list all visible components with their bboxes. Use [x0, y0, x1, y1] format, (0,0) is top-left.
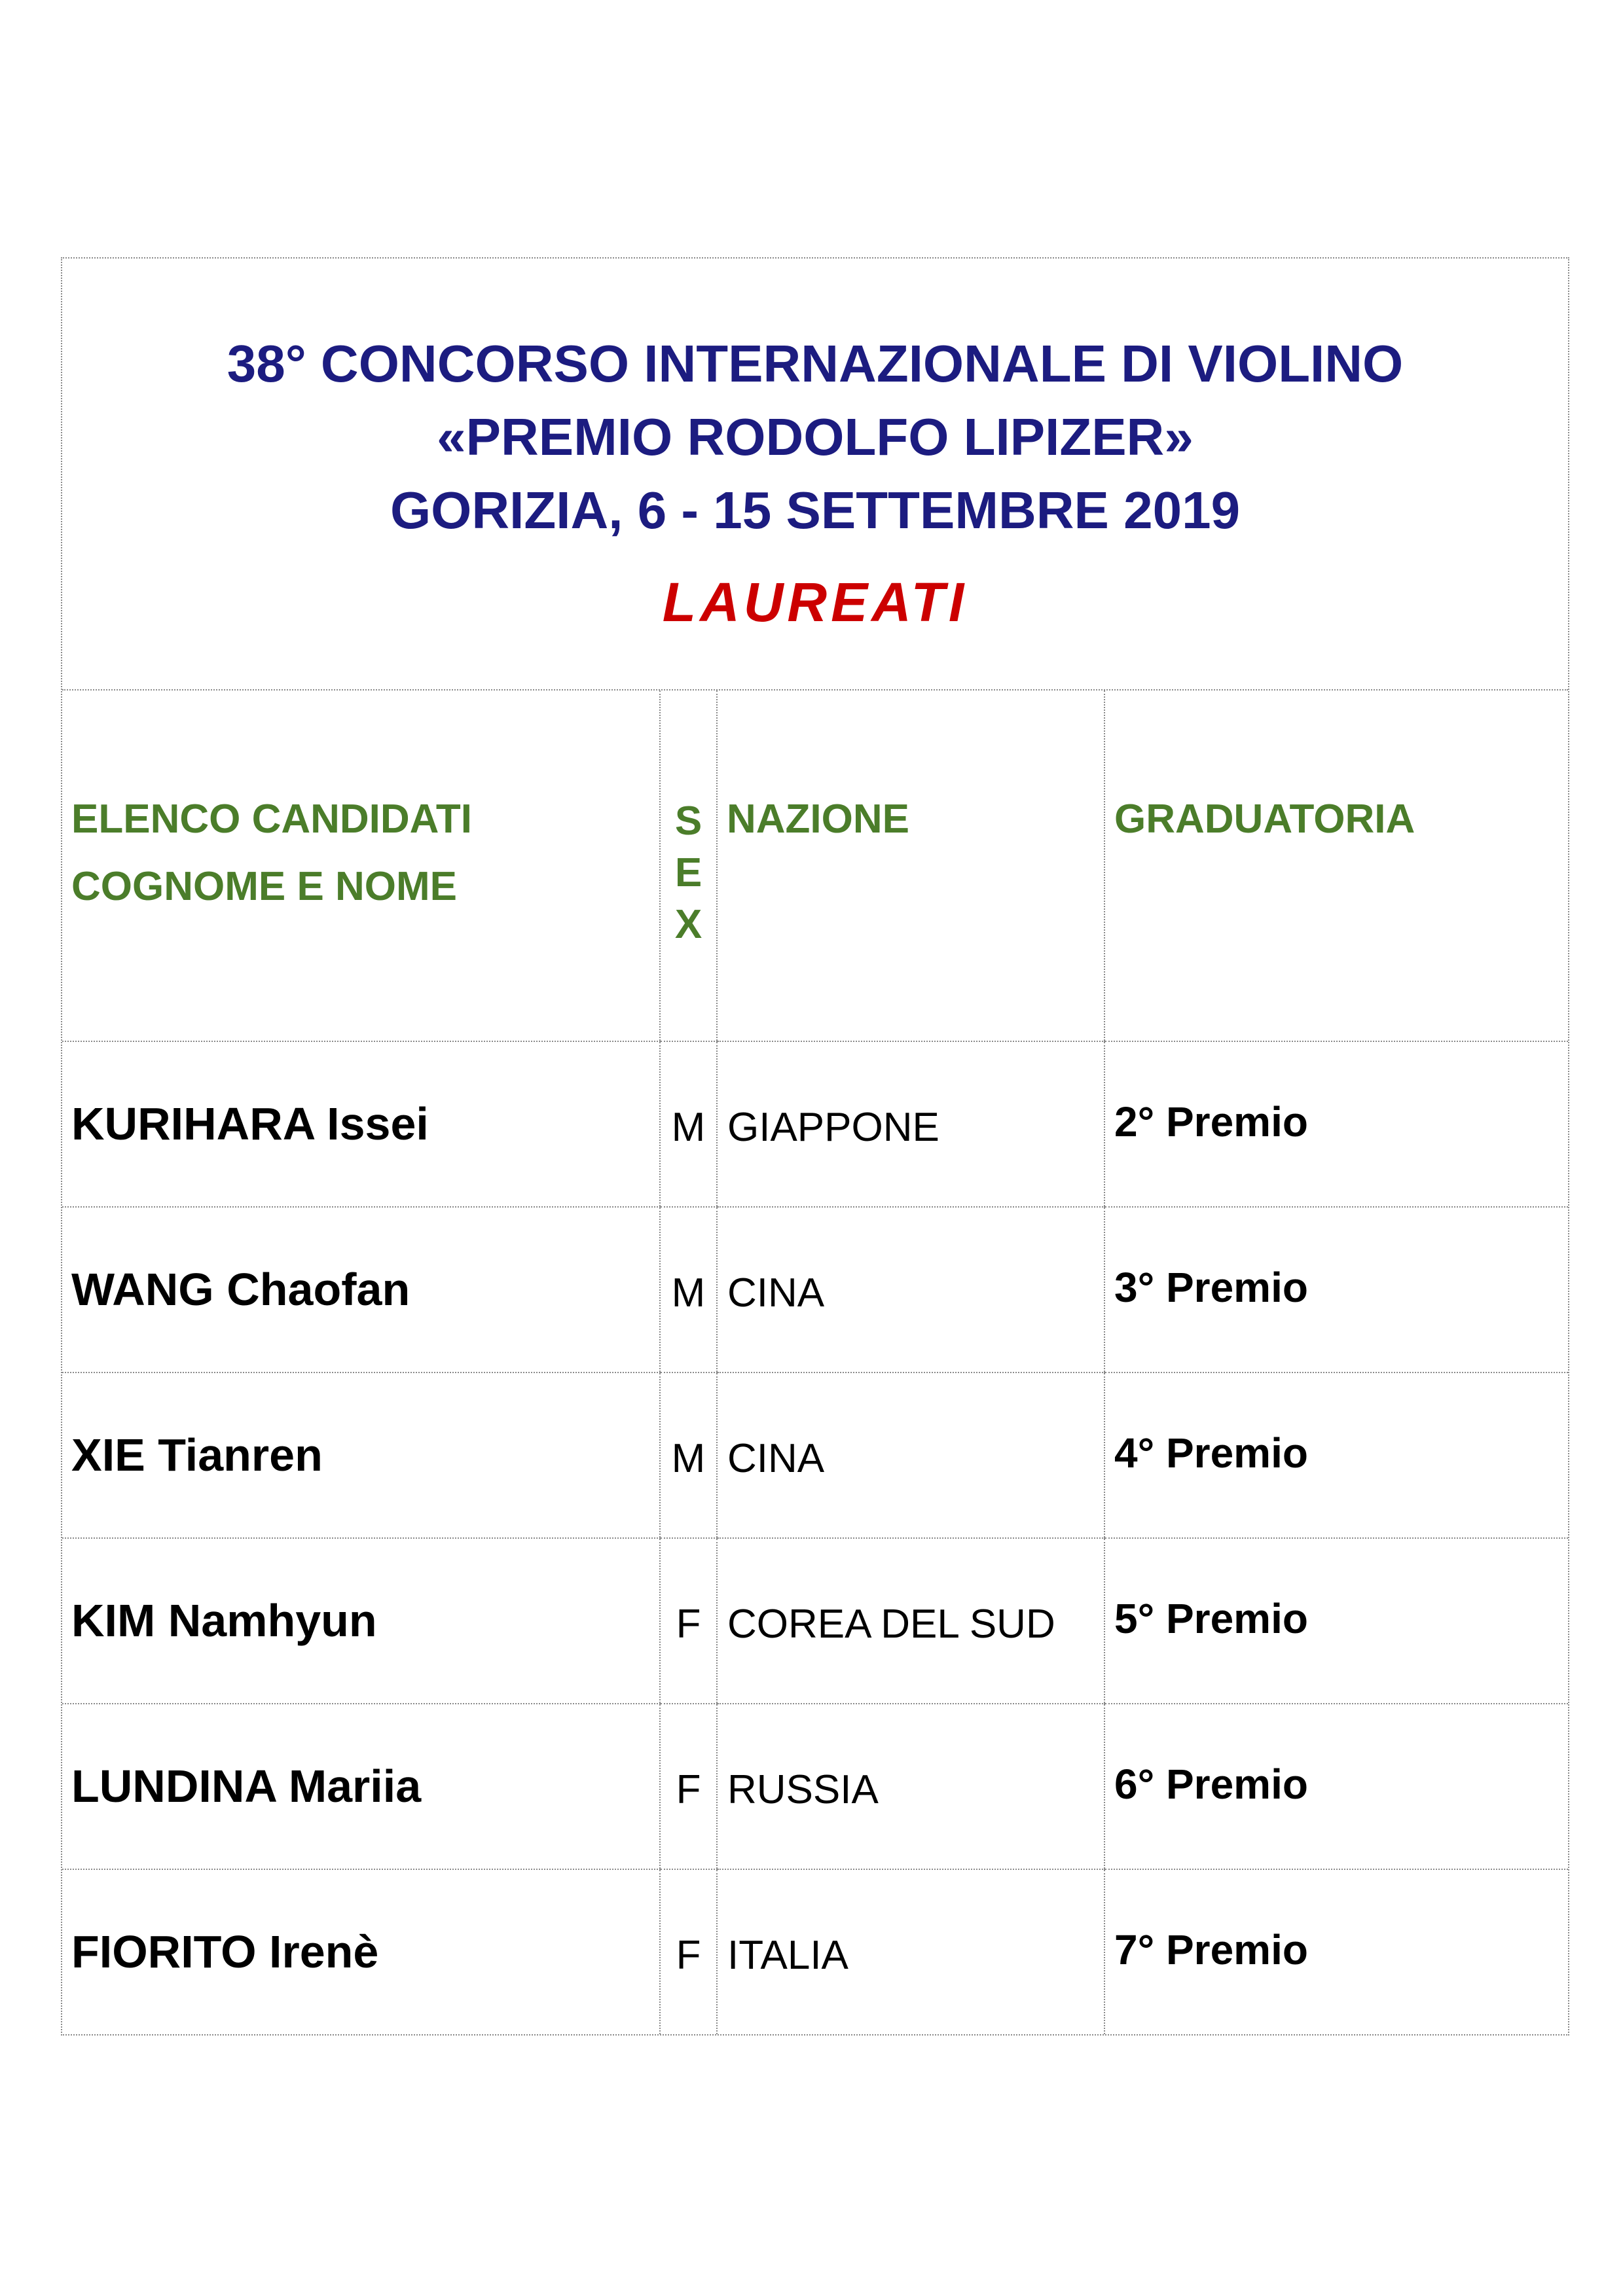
column-header-nation: NAZIONE [727, 797, 909, 842]
header-cell-nation [717, 691, 1104, 1041]
candidate-rank: 2° Premio [1114, 1098, 1308, 1145]
table-header-row [62, 691, 1568, 1041]
candidate-sex: F [676, 1933, 701, 1978]
competition-title: 38° CONCORSO INTERNAZIONALE DI VIOLINO [227, 334, 1404, 393]
candidate-rank: 4° Premio [1114, 1429, 1308, 1477]
candidate-name: XIE Tianren [71, 1429, 323, 1480]
candidate-rank: 7° Premio [1114, 1926, 1308, 1973]
candidate-sex: M [671, 1436, 706, 1481]
prize-name: «PREMIO RODOLFO LIPIZER» [437, 408, 1194, 466]
candidate-name: KURIHARA Issei [71, 1098, 429, 1149]
table-row [62, 1704, 1568, 1869]
column-header-rank: GRADUATORIA [1114, 797, 1415, 842]
candidate-sex: M [671, 1270, 706, 1316]
candidate-nation: GIAPPONE [727, 1105, 939, 1150]
document-sheet [61, 257, 1569, 2036]
candidate-rank: 5° Premio [1114, 1595, 1308, 1642]
title-block [62, 259, 1568, 691]
column-header-sex: SEX [674, 798, 702, 947]
candidate-name: LUNDINA Mariia [71, 1761, 422, 1812]
column-header-name-line-2: COGNOME E NOME [71, 864, 458, 909]
table-row [62, 1041, 1568, 1207]
table-row [62, 1372, 1568, 1538]
header-cell-sex [660, 691, 717, 1041]
column-header-name-line-1: ELENCO CANDIDATI [71, 797, 472, 842]
candidate-name: WANG Chaofan [71, 1264, 410, 1315]
candidate-nation: RUSSIA [727, 1767, 879, 1812]
candidate-sex: M [671, 1105, 706, 1150]
header-cell-rank [1104, 691, 1568, 1041]
laureates-table [62, 691, 1568, 2034]
candidate-rank: 6° Premio [1114, 1761, 1308, 1808]
table-row [62, 1869, 1568, 2034]
candidate-nation: CINA [727, 1270, 825, 1316]
candidate-sex: F [676, 1602, 701, 1647]
table-row [62, 1207, 1568, 1372]
candidate-nation: CINA [727, 1436, 825, 1481]
location-dates: GORIZIA, 6 - 15 SETTEMBRE 2019 [390, 481, 1241, 539]
candidate-name: FIORITO Irenè [71, 1926, 379, 1977]
table-row [62, 1538, 1568, 1704]
column-header-name [62, 691, 659, 920]
header-cell-name [62, 691, 660, 1041]
subtitle-laureati: LAUREATI [662, 571, 968, 633]
candidate-name: KIM Namhyun [71, 1595, 377, 1646]
candidate-nation: ITALIA [727, 1933, 848, 1978]
candidate-rank: 3° Premio [1114, 1264, 1308, 1311]
candidate-nation: COREA DEL SUD [727, 1602, 1055, 1647]
candidate-sex: F [676, 1767, 701, 1812]
